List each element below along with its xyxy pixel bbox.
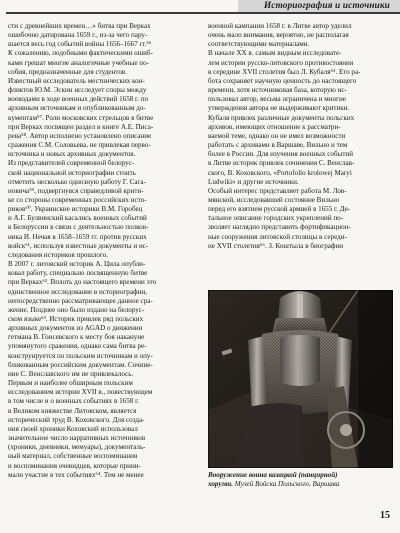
text-line: пользовал автор, весьма ограничена и многие: [208, 95, 346, 104]
caption-bold-line1: Вооружение воина казацкой (панцирной): [208, 471, 338, 479]
text-line: зволяет наглядно представить фортификацион-: [208, 223, 351, 232]
text-line: ской национальной историографии стоить: [8, 168, 136, 177]
text-line: воеводами в ходе военных действий 1658 г. по: [8, 95, 149, 104]
text-line: конструируется по польским источникам и опу-: [8, 351, 153, 360]
text-line: в Белоруссии в связи с деятельностью полков-: [8, 223, 149, 232]
text-line: сражения С.М. Соловьева, не привлекая перво-: [8, 141, 151, 150]
text-line: Кубаля привлек различные документы польских: [208, 113, 355, 122]
armor-photo: [208, 290, 393, 468]
text-line: единственное исследование в историографии,: [8, 287, 147, 296]
text-line: Первым и наиболее обширным польским: [8, 379, 133, 388]
text-line: соответствующими материалами.: [208, 40, 310, 49]
text-line: источника и новых архивных документов.: [8, 150, 136, 159]
text-line: военной кампании 1658 г. в Литве автор уделил: [208, 22, 352, 30]
text-line: ние С. Венславского им не привлекалось.: [8, 369, 134, 378]
text-line: значительное число нарративных источников: [8, 434, 146, 443]
text-line: ваемой теме, однако он не имел возможности: [208, 131, 346, 140]
text-line: ского, В. Коховского, «Portofolio krolowej Maryi: [208, 168, 352, 177]
text-line: времени, хотя источниковая база, которую ис-: [208, 86, 347, 95]
text-line: рева⁵⁸. Автор исполнено установлено описание: [8, 131, 152, 140]
text-line: мали участие в тех событиях⁶⁴. Тем не менее: [8, 470, 144, 479]
text-line: при Верках⁶². Вплоть до настоящего времени это: [8, 278, 157, 287]
text-line: работать с архивами в Варшаве, Вильно и тем: [208, 141, 348, 150]
text-line: новича⁵⁹, подвергнувся справедливой крити-: [8, 186, 144, 195]
text-line: более в России. Для изучения военных событий: [208, 150, 354, 159]
text-line: риков⁶⁰. Украинские историки В.М. Горобец: [8, 205, 143, 214]
text-line: шается весь год событий войны 1656–1667 гг.⁵⁶: [8, 40, 152, 49]
running-header: [0, 0, 400, 16]
left-text-column: [8, 22, 198, 480]
text-line: ском языке⁶³. Историк привлек ряд польских: [8, 315, 144, 323]
text-line: гетмана В. Гонсевского к месту боя накануне: [8, 333, 145, 342]
text-line: войск⁶¹, используя известные документы и ис-: [8, 241, 149, 250]
text-line: ния своей хроники Коховский использовал: [8, 424, 138, 433]
text-line: жение. Позднее оно было издано на белорус-: [8, 305, 145, 314]
text-line: ке со стороны современных российских исто-: [8, 195, 147, 204]
text-line: ные сооружения литовской столицы в середи-: [208, 232, 347, 241]
text-line: Из представителей современной белорус-: [8, 159, 135, 168]
text-line: в том числе и о военных событиях в 1658 г.: [8, 397, 139, 406]
text-line: в середине XVII столетия был Л. Кубаля⁶⁵. Его ра-: [208, 67, 361, 76]
text-line: в Великом княжестве Литовском, является: [8, 406, 137, 415]
text-line: В начале XX в. самым видным исследовате-: [208, 49, 342, 58]
text-line: отметить несколько однозную работу Г. Сага-: [8, 177, 146, 186]
text-line: ошибочно датирована 1659 г., из-за чего пару-: [8, 31, 148, 40]
text-line: не XVII столетия⁶⁶. З. Коштыла в биографии: [208, 241, 344, 250]
text-line: архивным источникам и опубликованным до-: [8, 104, 146, 113]
text-line: Особый интерес представляет работа М. Лов-: [208, 186, 347, 195]
text-line: Ludwiki» и другие источники.: [208, 177, 299, 186]
caption-bold-line2: хоругви.: [208, 480, 234, 488]
text-line: фликтов Ю.М. Эскин исследует споры между: [8, 86, 147, 95]
text-line: непосредственно рассматривающее данное сра-: [8, 296, 153, 305]
text-line: архивов, имеющих отношение к рассматри-: [208, 122, 341, 131]
text-line: (хроники, дневники, мемуары), документаль-: [8, 443, 146, 452]
text-line: исторический труд В. Коховского. Для созда-: [8, 415, 145, 424]
text-line: В 2007 г. литовский историк А. Цила опубли-: [8, 260, 146, 269]
text-line: архивных документов из AGAD о движении: [8, 324, 143, 333]
text-line: перед его взятием русской армией в 1655 г. Де-: [208, 205, 351, 214]
text-line: ника И. Нечая в 1658–1659 гг. против русских: [8, 232, 147, 241]
right-text-column: [208, 22, 393, 251]
text-line: следования историков прошлого.: [8, 250, 109, 259]
armor-photo-illustration: [208, 290, 393, 468]
page-number: 15: [380, 510, 390, 521]
text-line: и воспоминания очевидцев, которые прини-: [8, 461, 141, 470]
text-line: собия, предназначенные для студентов.: [8, 67, 127, 76]
text-line: Известный исследователь местнических кон-: [8, 76, 145, 85]
text-line: бликованным российским документам. Сочине-: [8, 360, 153, 369]
text-line: лем истории русско-литовского противостояния: [208, 58, 354, 67]
text-line: К сожалению, подобными фактическими ошиб-: [8, 49, 153, 58]
text-line: утверждения автора не выдерживают критики.: [208, 104, 350, 113]
text-line: и А.Г. Булвинский касались военных событий: [8, 214, 147, 223]
text-line: при Верках посвящен раздел в книге А.Е. Писа-: [8, 122, 154, 131]
text-line: кументам⁵⁷. Роли московских стрельцов в битве: [8, 113, 154, 122]
text-line: мянской, исследовавшей состояние Вильно: [208, 195, 340, 204]
running-header-title: Историография и источники: [263, 1, 390, 11]
text-line: в Литве историк привлек сочинения С. Венслав-: [208, 159, 355, 168]
photo-caption: [208, 471, 393, 489]
text-line: бота сохраняет научную ценность до настоящего: [208, 76, 357, 85]
caption-rest: Музей Войска Польского, Варшава: [233, 480, 340, 488]
text-line: сти с древнейших времен…» битва при Верках: [8, 22, 151, 30]
text-line: тальное описание городских укреплений по-: [208, 214, 344, 223]
text-line: ковал работу, специально посвященную битве: [8, 269, 148, 278]
text-line: ный материал, собственные воспоминания: [8, 452, 138, 461]
text-line: исследованием истории XVII в., повествующем: [8, 388, 153, 397]
text-line: упомянутого сражения, однако сама битва ре-: [8, 342, 147, 351]
text-line: очень мало внимания, вероятно, не располагая: [208, 31, 349, 40]
text-line: ками грешат многие аналогичные учебные по-: [8, 58, 149, 67]
header-rule: [6, 12, 400, 14]
